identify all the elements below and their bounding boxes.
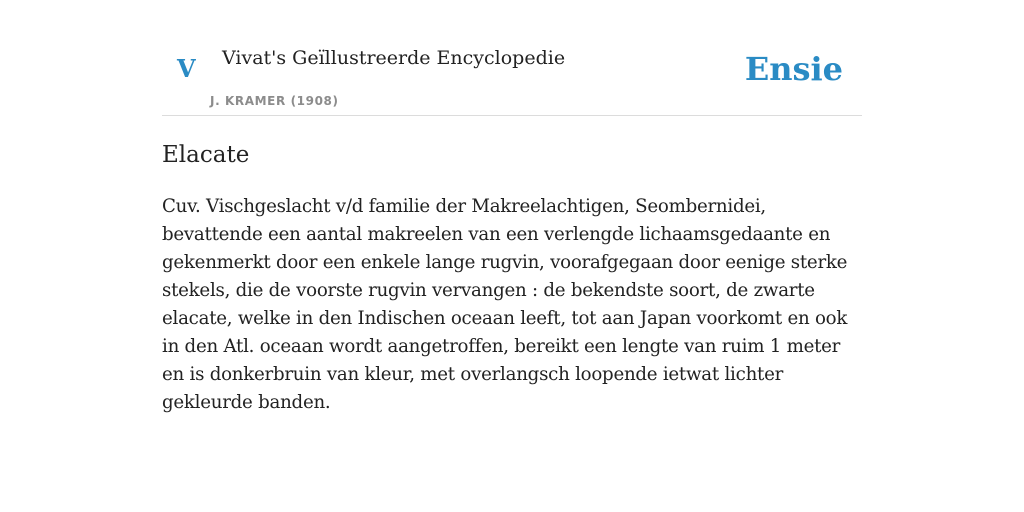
- entry-title: Elacate: [162, 142, 250, 168]
- entry-card: [162, 0, 862, 512]
- book-author: J. KRAMER (1908): [210, 94, 339, 108]
- book-logo[interactable]: V: [177, 54, 196, 83]
- book-header: [162, 0, 862, 116]
- ensie-logo-link[interactable]: Ensie: [744, 50, 843, 88]
- book-title-link[interactable]: Vivat's Geïllustreerde Encyclopedie: [222, 47, 566, 69]
- entry-body: Cuv. Vischgeslacht v/d familie der Makreelachtigen, Seombernidei, bevattende een aantal makreelen van een verlengde lichaamsgedaante en gekenmerkt door een enkele lange rugvin, voorafgegaan door eenige sterke stekels, die de voorste rugvin vervangen : de bekendste soort, de zwarte elacate, welke in den Indischen oceaan leeft, tot aan Japan voorkomt en ook in den Atl. oceaan wordt aangetroffen, bereikt een lengte van ruim 1 meter en is donkerbruin van kleur, met overlangsch loopende ietwat lichter gekleurde banden.: [162, 196, 848, 413]
